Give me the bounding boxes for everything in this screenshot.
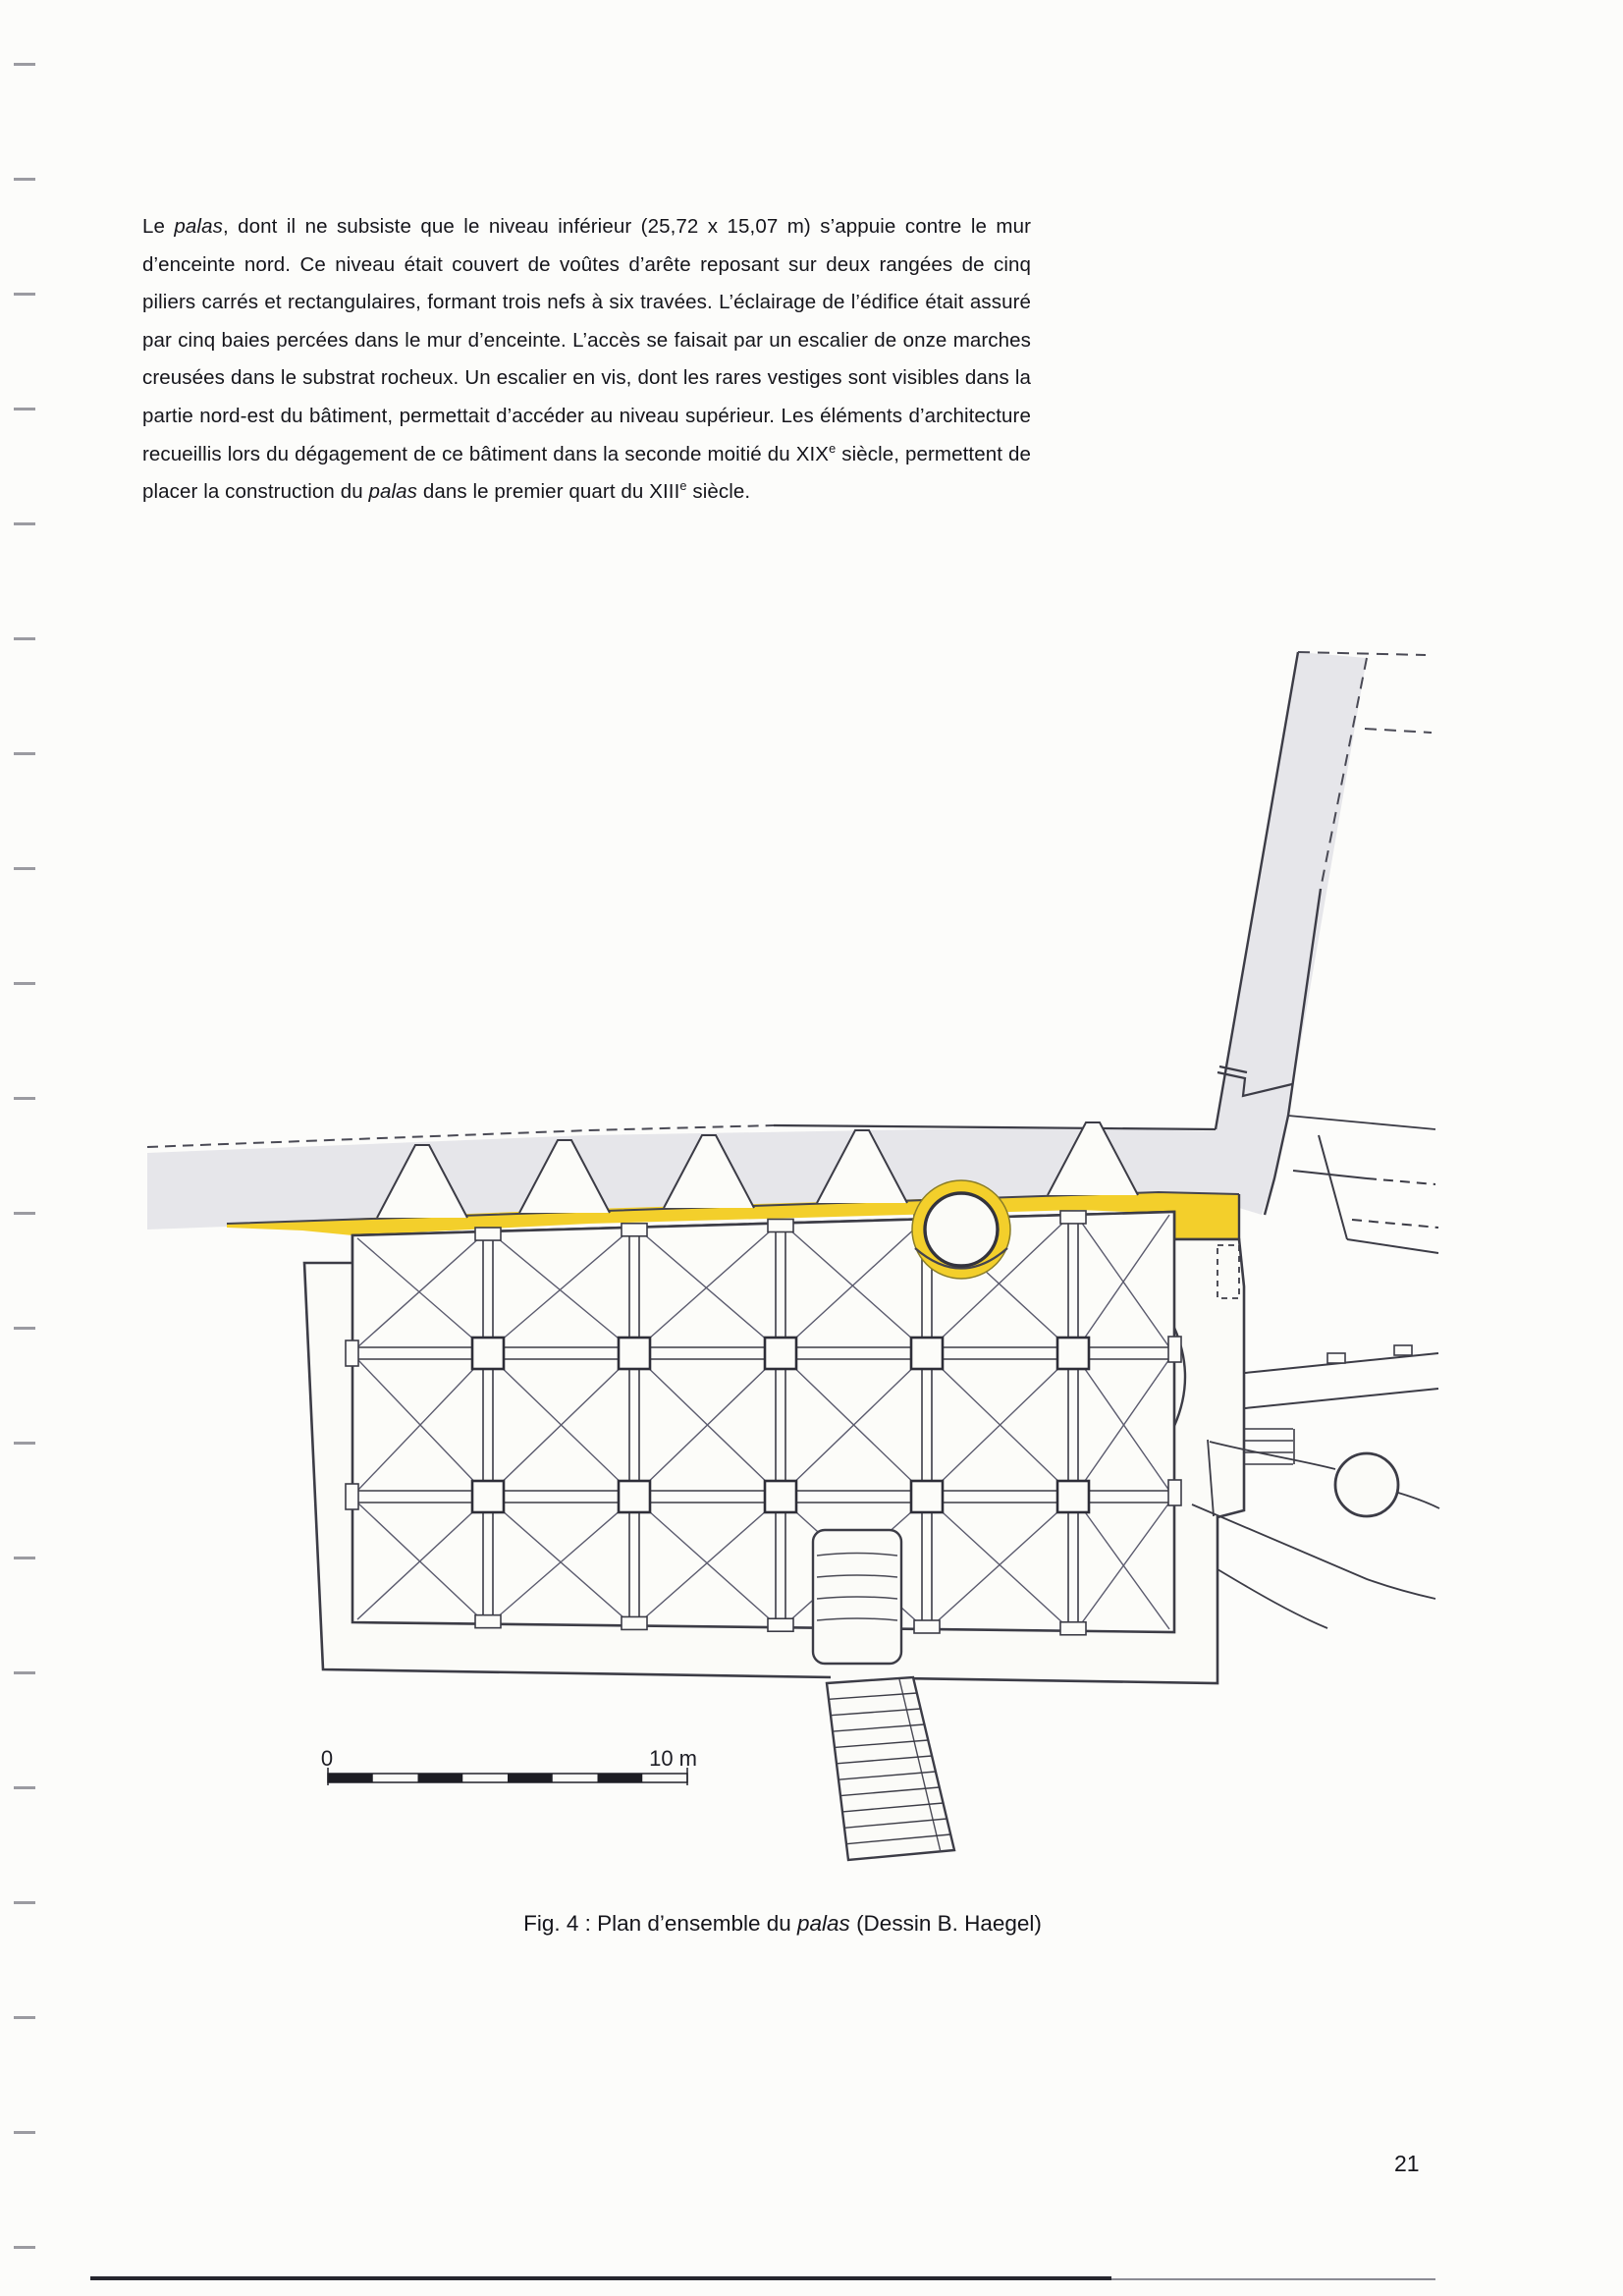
scale-zero-label: 0 [320, 1746, 334, 1771]
scale-max-label: 10 m [649, 1746, 697, 1771]
enceinte-wall [147, 652, 1432, 1230]
vaulted-hall [352, 1212, 1174, 1632]
spiral-staircase [912, 1180, 1010, 1279]
body-paragraph: Le palas, dont il ne subsiste que le niveau inférieur (25,72 x 15,07 m) s’appuie contre le mur d’enceinte nord. Ce niveau était couvert de voûtes d’arête reposant sur deux rangées de cinq piliers carrés et rectangulaires, formant trois nefs à six travées. L’éclairage de l’édifice était assuré par cinq baies percées dans le mur d’enceinte. L’accès se faisait par un escalier de onze marches creusées dans le substrat rocheux. Un escalier en vis, dont les rares vestiges sont visibles dans la partie nord-est du bâtiment, permettait d’accéder au niveau supérieur. Les éléments d’architecture recueillis lors du dégagement de ce bâtiment dans la seconde moitié du XIXe siècle, permettent de placer la construction du palas dans le premier quart du XIIIe siècle. [142, 215, 1031, 504]
figure-caption: Fig. 4 : Plan d’ensemble du palas (Dessin B. Haegel) [523, 1911, 1042, 1936]
exterior-stair [827, 1677, 954, 1860]
enceinte-wall-fill [147, 652, 1367, 1230]
scale-bar [321, 1746, 697, 1785]
well-circle [1335, 1453, 1398, 1516]
palas-building [304, 1212, 1244, 1683]
spiral-stair-core [925, 1193, 998, 1266]
page-number: 21 [1394, 2151, 1420, 2176]
